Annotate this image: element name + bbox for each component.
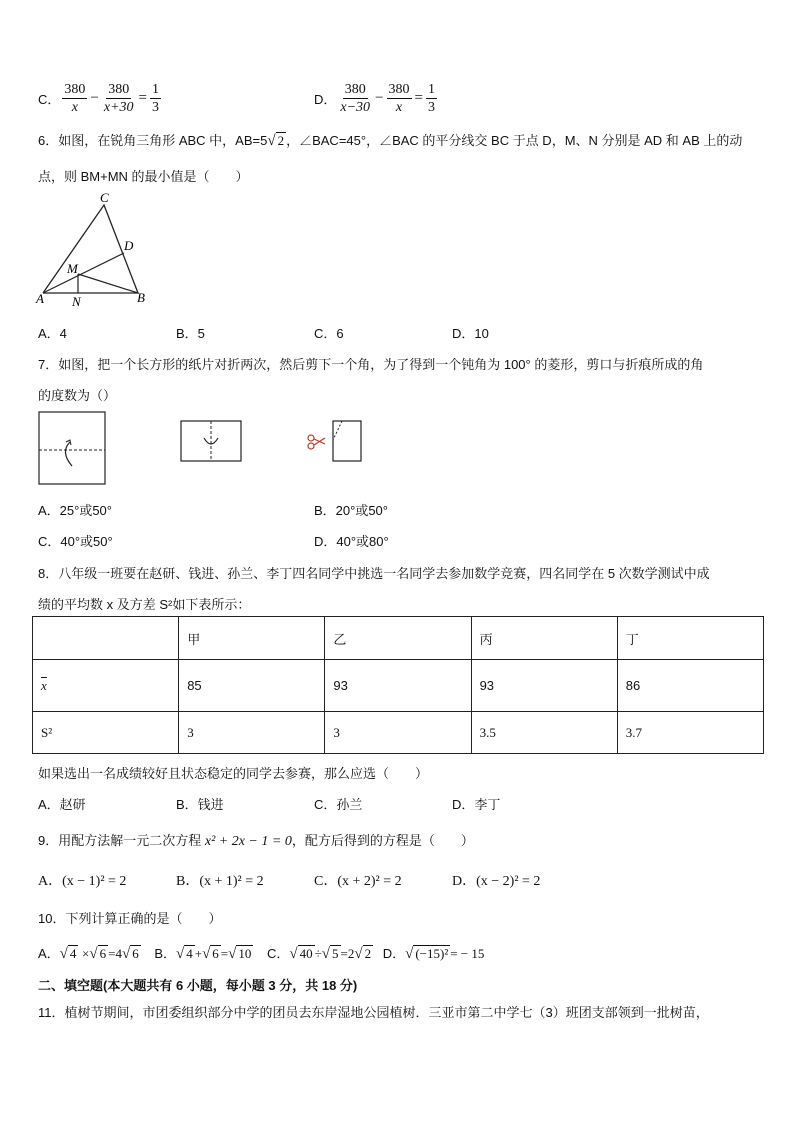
table-cell: 3.5 bbox=[471, 712, 617, 754]
mean-symbol: $\overline{x}$ bbox=[41, 677, 47, 693]
bisector-ad bbox=[43, 253, 124, 293]
q5-c-frac2: $\frac{380}{x+30}$ bbox=[103, 81, 134, 115]
q7-option-b: B．20°或50° bbox=[314, 503, 388, 518]
table-cell: S² bbox=[33, 712, 179, 754]
label-b: B bbox=[137, 290, 145, 305]
table-cell: 丁 bbox=[617, 617, 763, 660]
q10-option-d: D．√ (−15)² = − 15 bbox=[382, 946, 485, 962]
table-cell: 3 bbox=[325, 712, 471, 754]
table-cell: 3.7 bbox=[617, 712, 763, 754]
sqrt-icon: √ bbox=[175, 946, 185, 962]
q8-score-table bbox=[32, 616, 764, 754]
label-n: N bbox=[72, 294, 81, 309]
sqrt-icon: √ bbox=[228, 946, 237, 962]
q5-d-frac3: $\frac{1}{3}$ bbox=[428, 81, 435, 115]
q6-stem-line2: 点，则 BM+MN 的最小值是（ ） bbox=[38, 169, 249, 184]
sqrt-icon: √ bbox=[59, 946, 68, 962]
q7-option-c: C．40°或50° bbox=[38, 534, 113, 549]
q7-stem-line2: 的度数为（） bbox=[38, 388, 117, 403]
table-cell: 93 bbox=[325, 660, 471, 712]
label-m: M bbox=[67, 261, 78, 276]
q9-option-d: D．(x − 2)² = 2 bbox=[452, 874, 541, 889]
sqrt-icon: √ bbox=[267, 133, 276, 149]
q7-option-d: D．40°或80° bbox=[314, 534, 389, 549]
label-c: C bbox=[100, 190, 109, 205]
sqrt-icon: √ bbox=[89, 946, 98, 962]
q8-option-b: B．钱进 bbox=[176, 797, 224, 812]
table-header-row bbox=[33, 617, 764, 660]
table-cell: 93 bbox=[471, 660, 617, 712]
q8-option-c: C．孙兰 bbox=[314, 797, 363, 812]
sqrt-icon: √ bbox=[354, 946, 363, 962]
q6-option-c: C．6 bbox=[314, 326, 344, 341]
sqrt-icon: √ bbox=[202, 946, 211, 962]
label-a: A bbox=[36, 291, 44, 306]
label-d: D bbox=[124, 238, 134, 253]
sqrt-icon: √ bbox=[121, 946, 131, 962]
sqrt-icon: √ bbox=[321, 946, 330, 962]
fold-step-2 bbox=[181, 421, 241, 461]
q8-question: 如果选出一名成绩较好且状态稳定的同学去参赛，那么应选（ ） bbox=[38, 766, 429, 781]
q5-c-frac1: $\frac{380}{x}$ bbox=[64, 81, 86, 115]
segment-bm bbox=[78, 274, 138, 293]
table-row bbox=[33, 660, 764, 712]
q9-option-b: B．(x + 1)² = 2 bbox=[176, 874, 264, 889]
section-title: 二、填空题(本大题共有 6 小题，每小题 3 分，共 18 分) bbox=[38, 978, 358, 993]
sqrt-icon: √ bbox=[289, 946, 298, 962]
q7-fold-figures bbox=[36, 408, 376, 488]
q6-stem-line1: 6．如图，在锐角三角形 ABC 中，AB=5√ 2 ，∠BAC=45°，∠BAC 的平分线交 BC 于点 D，M、N 分别是 AD 和 AB 上的动 bbox=[38, 133, 743, 149]
table-cell: 85 bbox=[179, 660, 325, 712]
table-cell: 丙 bbox=[471, 617, 617, 660]
q9-equation: x² + 2x − 1 = 0 bbox=[204, 834, 292, 849]
table-cell: 乙 bbox=[325, 617, 471, 660]
table-cell bbox=[33, 617, 179, 660]
fold-step-1 bbox=[39, 412, 105, 484]
q6-option-b: B．5 bbox=[176, 326, 205, 341]
q5-d-frac1: $\frac{380}{x-30}$ bbox=[340, 81, 371, 115]
q6-option-a: A．4 bbox=[38, 326, 67, 341]
table-cell: 86 bbox=[617, 660, 763, 712]
fold-arrow-icon bbox=[65, 442, 72, 466]
q11-stem: 11．植树节期间，市团委组织部分中学的团员去东岸湿地公园植树．三亚市第二中学七（3）班团支部领到一批树苗， bbox=[38, 1005, 709, 1020]
q5-option-d: D． $\frac{380}{x-30}$ − $\frac{380}{x}$ = $\frac{1}{3}$ bbox=[314, 81, 435, 115]
sqrt-icon: √ bbox=[405, 946, 414, 962]
q8-stem-line1: 8．八年级一班要在赵研、钱进、孙兰、李丁四名同学中挑选一名同学去参加数学竞赛，四名同学在 5 次数学测试中成 bbox=[38, 566, 710, 581]
q9-option-c: C．(x + 2)² = 2 bbox=[314, 874, 402, 889]
table-cell: 甲 bbox=[179, 617, 325, 660]
fold-step-3 bbox=[308, 421, 361, 461]
q9-stem: 9．用配方法解一元二次方程 x² + 2x − 1 = 0，配方后得到的方程是（ ） bbox=[38, 833, 474, 849]
q5-c-frac3: $\frac{1}{3}$ bbox=[152, 81, 159, 115]
q10-option-b: B．√ 4 +√ 6 =√ 10 bbox=[154, 946, 252, 962]
scissors-icon bbox=[308, 435, 325, 449]
q10-stem: 10．下列计算正确的是（ ） bbox=[38, 911, 222, 926]
q5-d-label: D． bbox=[314, 91, 337, 107]
q9-option-a: A．(x − 1)² = 2 bbox=[38, 874, 127, 889]
table-cell: 3 bbox=[179, 712, 325, 754]
q5-d-frac2: $\frac{380}{x}$ bbox=[388, 81, 410, 115]
q5-option-c: C． $\frac{380}{x}$ − $\frac{380}{x+30}$ = $\frac{1}{3}$ bbox=[38, 81, 159, 115]
q5-c-label: C． bbox=[38, 91, 61, 107]
q10-option-c: C．√ 40 ÷√ 5 =2√ 2 bbox=[267, 946, 372, 962]
q6-triangle-figure bbox=[34, 190, 154, 310]
q8-option-a: A．赵研 bbox=[38, 797, 86, 812]
q8-stem-line2: 绩的平均数 x 及方差 S²如下表所示： bbox=[38, 597, 251, 612]
q7-stem-line1: 7．如图，把一个长方形的纸片对折两次，然后剪下一个角，为了得到一个钝角为 100° 的菱形，剪口与折痕所成的角 bbox=[38, 357, 704, 372]
table-cell bbox=[33, 660, 179, 712]
q6-option-d: D．10 bbox=[452, 326, 489, 341]
q10-option-a: A．√ 4 ×√ 6 =4√ 6 bbox=[38, 946, 139, 962]
q10-options bbox=[38, 943, 484, 963]
q7-option-a: A．25°或50° bbox=[38, 503, 112, 518]
table-row bbox=[33, 712, 764, 754]
q8-option-d: D．李丁 bbox=[452, 797, 501, 812]
